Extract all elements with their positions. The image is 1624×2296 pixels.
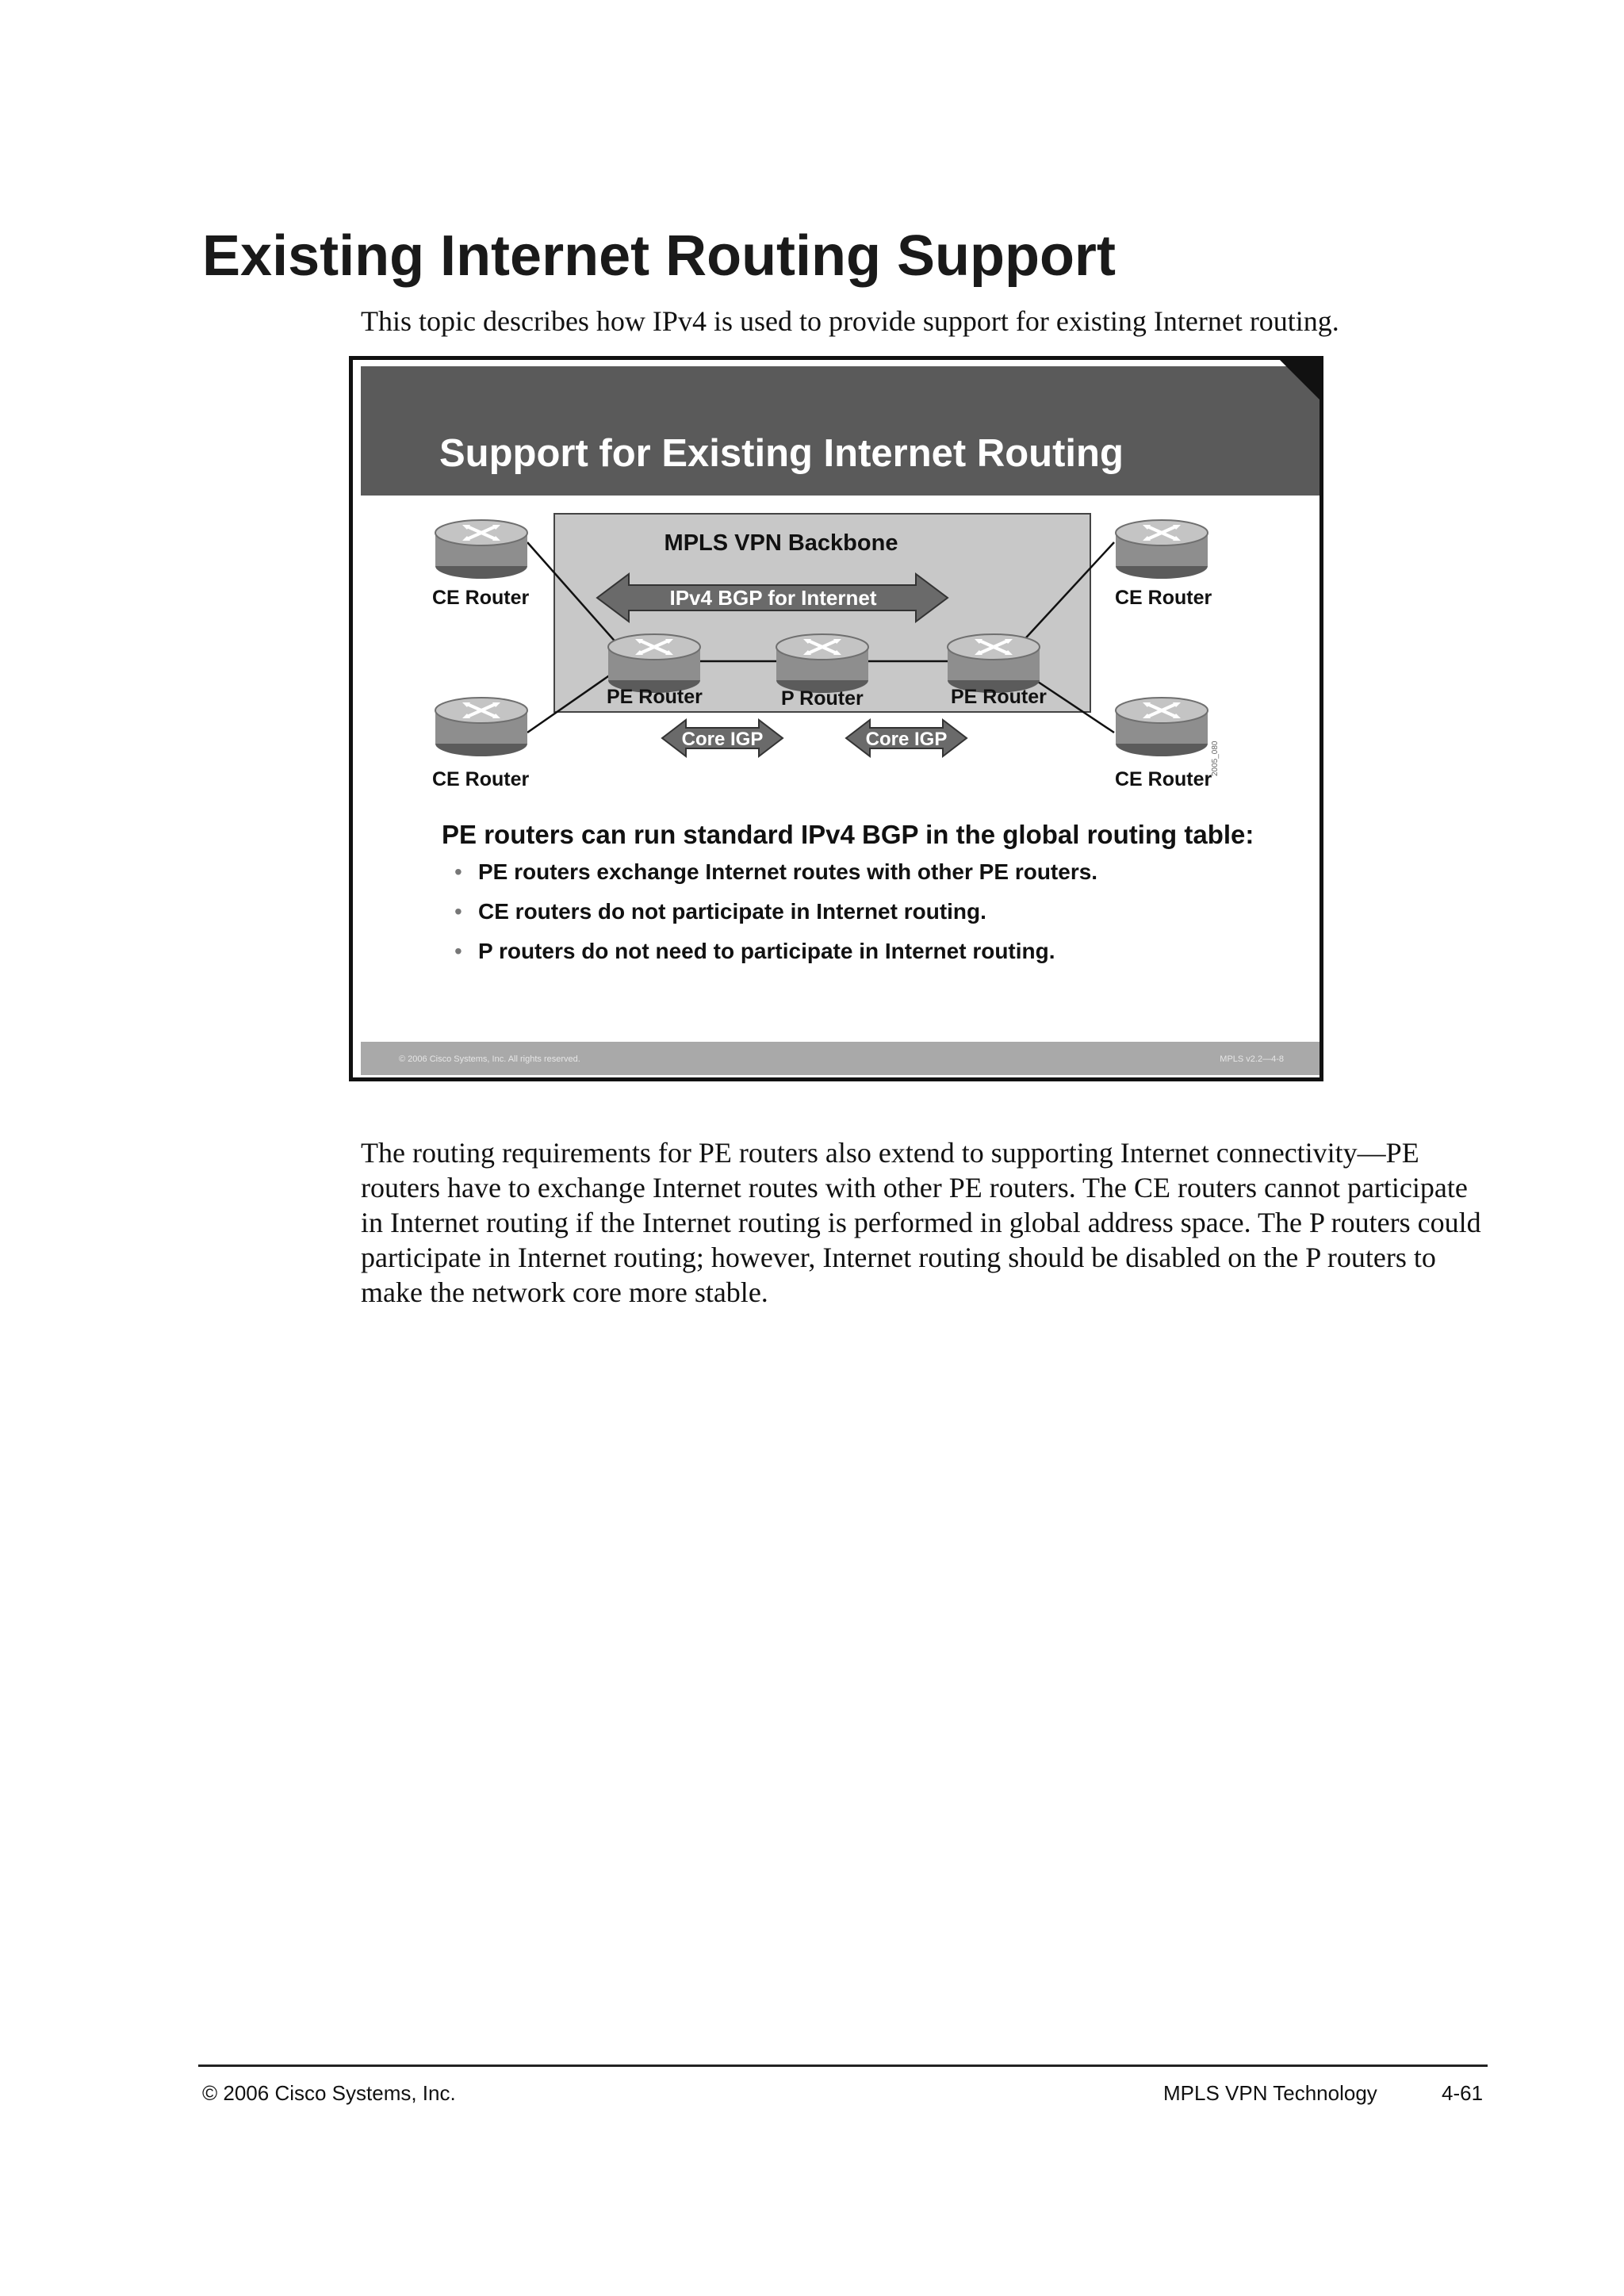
slide-bullet: • PE routers exchange Internet routes with other PE routers. <box>454 859 1098 884</box>
footer-copyright: © 2006 Cisco Systems, Inc. <box>202 2081 456 2105</box>
ce-router-bottom-right-icon <box>1116 698 1208 756</box>
ce-top-right-label: CE Router <box>1115 587 1212 609</box>
ce-router-top-left-icon <box>435 520 527 579</box>
slide-lead: PE routers can run standard IPv4 BGP in the global routing table: <box>442 820 1254 849</box>
footer-page-number: 4-61 <box>1442 2081 1484 2105</box>
pe-left-label: PE Router <box>607 686 703 708</box>
p-router-label: P Router <box>781 687 864 710</box>
ce-bottom-right-label: CE Router <box>1115 768 1212 790</box>
pe-router-right-icon <box>948 634 1040 693</box>
bgp-label: IPv4 BGP for Internet <box>669 586 877 610</box>
footer-divider <box>198 2064 1488 2067</box>
ce-router-bottom-left-icon <box>435 698 527 756</box>
slide-bullet: • P routers do not need to participate in Internet routing. <box>454 939 1055 963</box>
slide-footer <box>361 1042 1320 1075</box>
slide-bullet: • CE routers do not participate in Internet routing. <box>454 899 986 924</box>
bullet-dot: • <box>454 899 462 924</box>
slide-title: Support for Existing Internet Routing <box>439 432 1124 475</box>
backbone-label: MPLS VPN Backbone <box>664 530 898 556</box>
pe-router-left-icon <box>608 634 700 693</box>
bullet-dot: • <box>454 939 462 963</box>
pe-right-label: PE Router <box>951 686 1047 708</box>
figure-id: 2005_080 <box>1211 740 1220 776</box>
ce-bottom-left-label: CE Router <box>432 768 530 790</box>
slide-footer-copyright: © 2006 Cisco Systems, Inc. All rights reserved. <box>399 1054 580 1064</box>
core-igp-left-label: Core IGP <box>681 729 764 750</box>
ce-router-top-right-icon <box>1116 520 1208 579</box>
slide-header <box>361 366 1320 496</box>
page-title: Existing Internet Routing Support <box>202 224 1116 288</box>
core-igp-right-label: Core IGP <box>865 729 948 750</box>
slide-corner-mark <box>1280 360 1320 400</box>
network-diagram <box>432 503 1225 820</box>
intro-text: This topic describes how IPv4 is used to provide support for existing Internet routing. <box>361 305 1339 337</box>
slide-bullets <box>442 859 1254 964</box>
bullet-dot: • <box>454 859 462 884</box>
slide-text <box>442 820 1254 978</box>
footer-course-title: MPLS VPN Technology <box>1163 2081 1377 2105</box>
ce-top-left-label: CE Router <box>432 587 530 609</box>
body-paragraph: The routing requirements for PE routers also extend to supporting Internet connectivity—PE routers have to exchange Internet routes with other PE routers. The CE routers cannot participate in Internet routing if the Internet routing is performed in global address space. The P routers could participate in Internet routing; however, Internet routing should be disabled on the P routers to make the network core more stable. <box>361 1137 1481 1308</box>
p-router-icon <box>776 634 868 693</box>
slide-footer-code: MPLS v2.2—4-8 <box>1220 1054 1284 1064</box>
slide-figure <box>349 356 1323 1081</box>
